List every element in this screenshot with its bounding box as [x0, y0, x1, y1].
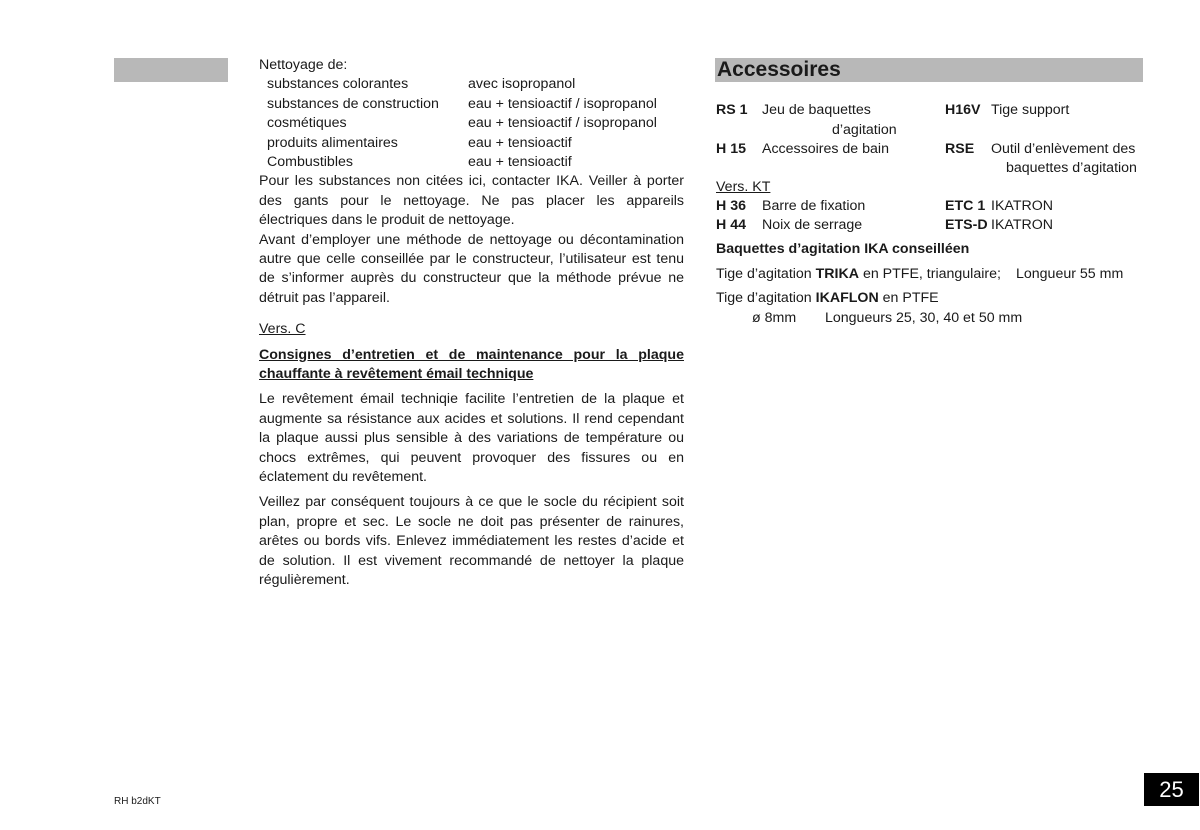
cleaning-row [259, 134, 684, 153]
ikaflon-line: Tige d’agitation IKAFLON en PTFE [716, 290, 939, 306]
code-h36: H 36 [716, 198, 746, 214]
left-column [259, 56, 684, 590]
paragraph-method: Avant d’employer une méthode de nettoyage ou décontamination autre que celle conseillée par le constructeur, l’utilisateur est tenu de s’informer auprès du constructeur que la méthode prévue ne détruit pas l’appareil. [259, 231, 684, 306]
cleaning-row [259, 75, 684, 94]
ikaflon-diameter: ø 8mm [752, 310, 797, 326]
cleaning-agent: avec isopropanol [468, 76, 576, 93]
desc-etc1: IKATRON [991, 198, 1054, 214]
trika-name: TRIKA [815, 266, 859, 282]
page-number: 25 [1144, 773, 1199, 806]
version-kt-label: Vers. KT [716, 179, 771, 195]
code-h15: H 15 [716, 141, 746, 157]
desc-rs1-cont: d’agitation [832, 122, 897, 138]
desc-etsd: IKATRON [991, 217, 1054, 233]
maintenance-heading: Consignes d’entretien et de maintenance pour la plaque chauffante à revêtement émail technique [259, 346, 684, 383]
code-h16v: H16V [945, 102, 981, 118]
desc-rs1: Jeu de baquettes [762, 102, 871, 118]
ikaflon-lengths: Longueurs 25, 30, 40 et 50 mm [825, 310, 1023, 326]
desc-h15: Accessoires de bain [762, 141, 889, 157]
cleaning-agent: eau + tensioactif [468, 153, 572, 170]
code-etsd: ETS-D [945, 217, 988, 233]
accessories-heading: Accessoires [715, 58, 1143, 82]
cleaning-substance: cosmétiques [267, 115, 347, 132]
recommended-stirrers-heading: Baquettes d’agitation IKA conseilléen [716, 241, 970, 257]
paragraph-vessel-base: Veillez par conséquent toujours à ce que le socle du récipient soit plan, propre et sec. Le socle ne doit pas présenter de rainures, arêtes ou bords vifs. Enlevez immédiatement les restes d’acide et de solution. Il est vivement recommandé de nettoyer la plaque régulièrement. [259, 494, 684, 589]
cleaning-substance: Combustibles [267, 153, 353, 170]
cleaning-intro: Nettoyage de: [259, 57, 348, 73]
paragraph-enamel: Le revêtement émail techniqie facilite l’entretien de la plaque et augmente sa résistance aux acides et solutions. Il rend cependant la plaque aussi plus sensible à des variations de température ou chocs extrêmes, qui peuvent provoquer des fissures ou en éclatement du revêtement. [259, 391, 684, 486]
trika-line: Tige d’agitation TRIKA en PTFE, triangulaire; [716, 266, 1001, 282]
code-h44: H 44 [716, 217, 746, 233]
cleaning-row [259, 153, 684, 172]
version-c-label: Vers. C [259, 321, 306, 338]
cleaning-substance: substances de construction [267, 95, 439, 112]
cleaning-row [259, 114, 684, 133]
margin-grey-bar [114, 58, 228, 82]
code-rs1: RS 1 [716, 102, 748, 118]
paragraph-substances: Pour les substances non citées ici, contacter IKA. Veiller à porter des gants pour le nettoyage. Ne pas placer les appareils électriques dans le produit de nettoyage. [259, 173, 684, 229]
desc-rse-cont: baquettes d’agitation [1006, 160, 1137, 176]
document-code: RH b2dKT [114, 796, 161, 807]
cleaning-agent: eau + tensioactif / isopropanol [468, 95, 657, 112]
desc-h16v: Tige support [991, 102, 1070, 118]
cleaning-substance: produits alimentaires [267, 134, 398, 151]
code-rse: RSE [945, 141, 975, 157]
desc-rse: Outil d’enlèvement des [991, 141, 1136, 157]
cleaning-table [259, 75, 684, 172]
cleaning-row [259, 95, 684, 114]
desc-h36: Barre de fixation [762, 198, 866, 214]
ikaflon-name: IKAFLON [815, 290, 879, 306]
cleaning-agent: eau + tensioactif [468, 134, 572, 151]
trika-length: Longueur 55 mm [1016, 266, 1124, 282]
cleaning-agent: eau + tensioactif / isopropanol [468, 115, 657, 132]
desc-h44: Noix de serrage [762, 217, 863, 233]
cleaning-substance: substances colorantes [267, 76, 409, 93]
code-etc1: ETC 1 [945, 198, 986, 214]
